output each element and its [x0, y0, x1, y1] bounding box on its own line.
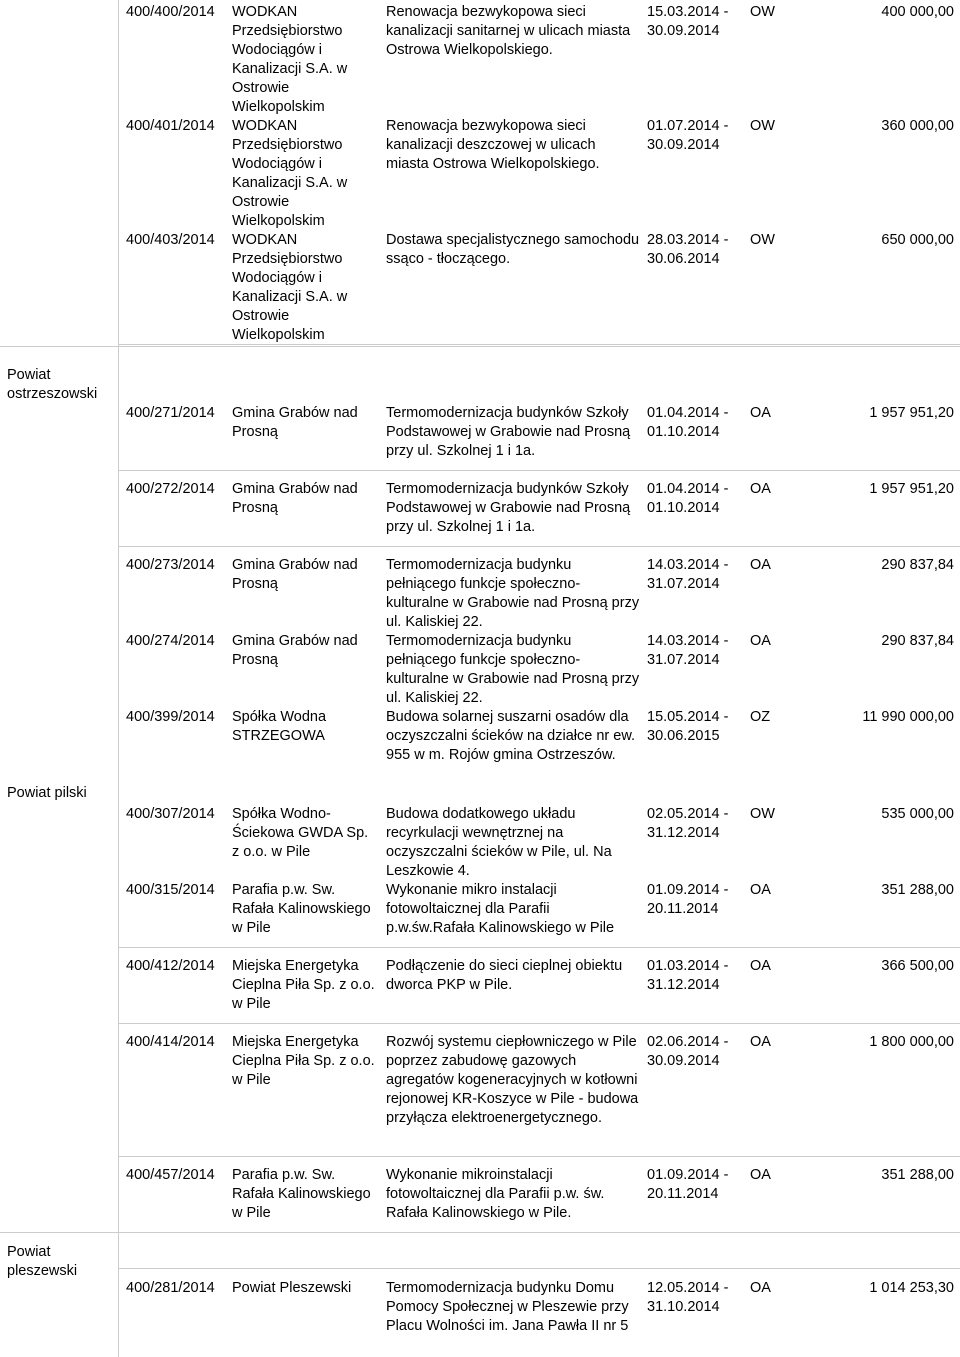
application-number: 400/401/2014 — [126, 118, 215, 134]
application-number: 400/414/2014 — [126, 1034, 215, 1050]
application-number: 400/399/2014 — [126, 709, 215, 725]
period: 01.09.2014 - 20.11.2014 — [647, 882, 729, 917]
project-title: Termomodernizacja budynku pełniącego funkcje społeczno-kulturalne w Grabowie nad Prosną przy ul. Kaliskiej 22. — [386, 633, 640, 706]
application-number: 400/272/2014 — [126, 481, 215, 497]
column-separator — [118, 0, 119, 1357]
amount: 366 500,00 — [881, 958, 954, 974]
powiat-name: Powiat pilski — [7, 785, 87, 801]
powiat-name: Powiat ostrzeszowski — [7, 367, 98, 402]
row-separator — [0, 1232, 960, 1233]
type-code: OA — [750, 405, 771, 421]
beneficiary: WODKAN Przedsiębiorstwo Wodociągów i Kanalizacji S.A. w Ostrowie Wielkopolskim — [232, 232, 348, 343]
beneficiary: Gmina Grabów nad Prosną — [232, 405, 358, 440]
project-title: Renowacja bezwykopowa sieci kanalizacji deszczowej w ulicach miasta Ostrowa Wielkopolskiego. — [386, 118, 600, 172]
project-title: Termomodernizacja budynków Szkoły Podstawowej w Grabowie nad Prosną przy ul. Szkolnej 1 i 1a. — [386, 405, 631, 459]
project-title: Termomodernizacja budynków Szkoły Podstawowej w Grabowie nad Prosną przy ul. Szkolnej 1 i 1a. — [386, 481, 631, 535]
period: 15.03.2014 - 30.09.2014 — [647, 4, 729, 39]
project-title: Renowacja bezwykopowa sieci kanalizacji sanitarnej w ulicach miasta Ostrowa Wielkopolskiego. — [386, 4, 631, 58]
amount: 535 000,00 — [881, 806, 954, 822]
amount: 1 957 951,20 — [869, 481, 954, 497]
project-title: Podłączenie do sieci cieplnej obiektu dworca PKP w Pile. — [386, 958, 623, 993]
type-code: OW — [750, 118, 775, 134]
beneficiary: Spółka Wodno-Ściekowa GWDA Sp. z o.o. w Pile — [232, 806, 369, 860]
row-separator — [118, 947, 960, 948]
type-code: OA — [750, 1280, 771, 1296]
beneficiary: Miejska Energetyka Cieplna Piła Sp. z o.o. w Pile — [232, 958, 375, 1012]
period: 15.05.2014 - 30.06.2015 — [647, 709, 729, 744]
type-code: OA — [750, 557, 771, 573]
period: 01.07.2014 - 30.09.2014 — [647, 118, 729, 153]
beneficiary: Gmina Grabów nad Prosną — [232, 633, 358, 668]
application-number: 400/457/2014 — [126, 1167, 215, 1183]
amount: 650 000,00 — [881, 232, 954, 248]
beneficiary: Gmina Grabów nad Prosną — [232, 481, 358, 516]
application-number: 400/281/2014 — [126, 1280, 215, 1296]
beneficiary: Gmina Grabów nad Prosną — [232, 557, 358, 592]
application-number: 400/400/2014 — [126, 4, 215, 20]
row-separator — [118, 546, 960, 547]
application-number: 400/315/2014 — [126, 882, 215, 898]
type-code: OW — [750, 4, 775, 20]
amount: 290 837,84 — [881, 557, 954, 573]
application-number: 400/274/2014 — [126, 633, 215, 649]
application-number: 400/307/2014 — [126, 806, 215, 822]
period: 01.04.2014 - 01.10.2014 — [647, 481, 729, 516]
type-code: OA — [750, 481, 771, 497]
type-code: OA — [750, 958, 771, 974]
amount: 290 837,84 — [881, 633, 954, 649]
beneficiary: WODKAN Przedsiębiorstwo Wodociągów i Kanalizacji S.A. w Ostrowie Wielkopolskim — [232, 118, 348, 229]
row-separator — [118, 1156, 960, 1157]
beneficiary: Parafia p.w. Sw. Rafała Kalinowskiego w Pile — [232, 882, 371, 936]
project-title: Wykonanie mikroinstalacji fotowoltaicznej dla Parafii p.w. św. Rafała Kalinowskiego w Pile. — [386, 1167, 605, 1221]
type-code: OW — [750, 806, 775, 822]
project-title: Termomodernizacja budynku pełniącego funkcje społeczno-kulturalne w Grabowie nad Prosną przy ul. Kaliskiej 22. — [386, 557, 640, 630]
amount: 11 990 000,00 — [862, 709, 954, 725]
amount: 360 000,00 — [881, 118, 954, 134]
period: 01.03.2014 - 31.12.2014 — [647, 958, 729, 993]
project-title: Termomodernizacja budynku Domu Pomocy Społecznej w Pleszewie przy Placu Wolności im. Jana Pawła II nr 5 — [386, 1280, 629, 1334]
beneficiary: Parafia p.w. Sw. Rafała Kalinowskiego w Pile — [232, 1167, 371, 1221]
beneficiary: Miejska Energetyka Cieplna Piła Sp. z o.o. w Pile — [232, 1034, 375, 1088]
period: 02.06.2014 - 30.09.2014 — [647, 1034, 729, 1069]
amount: 1 800 000,00 — [869, 1034, 954, 1050]
period: 01.09.2014 - 20.11.2014 — [647, 1167, 729, 1202]
amount: 1 957 951,20 — [869, 405, 954, 421]
project-title: Dostawa specjalistycznego samochodu ssąco - tłoczącego. — [386, 232, 640, 267]
project-title: Wykonanie mikro instalacji fotowoltaicznej dla Parafii p.w.św.Rafała Kalinowskiego w Pile — [386, 882, 615, 936]
period: 14.03.2014 - 31.07.2014 — [647, 633, 729, 668]
project-title: Rozwój systemu ciepłowniczego w Pile poprzez zabudowę gazowych agregatów kogeneracyjnych w kotłowni rejonowej KR-Koszyce w Pile - budowa przyłącza elektroenergetycznego. — [386, 1034, 639, 1126]
period: 01.04.2014 - 01.10.2014 — [647, 405, 729, 440]
type-code: OZ — [750, 709, 771, 725]
period: 12.05.2014 - 31.10.2014 — [647, 1280, 729, 1315]
row-separator — [118, 1268, 960, 1269]
type-code: OA — [750, 882, 771, 898]
application-number: 400/412/2014 — [126, 958, 215, 974]
application-number: 400/273/2014 — [126, 557, 215, 573]
type-code: OA — [750, 633, 771, 649]
application-number: 400/403/2014 — [126, 232, 215, 248]
project-title: Budowa dodatkowego układu recyrkulacji wewnętrznej na oczyszczalni ścieków w Pile, ul. Na Leszkowie 4. — [386, 806, 612, 879]
period: 28.03.2014 - 30.06.2014 — [647, 232, 729, 267]
period: 02.05.2014 - 31.12.2014 — [647, 806, 729, 841]
amount: 351 288,00 — [881, 1167, 954, 1183]
amount: 1 014 253,30 — [869, 1280, 954, 1296]
period: 14.03.2014 - 31.07.2014 — [647, 557, 729, 592]
type-code: OA — [750, 1034, 771, 1050]
beneficiary: WODKAN Przedsiębiorstwo Wodociągów i Kanalizacji S.A. w Ostrowie Wielkopolskim — [232, 4, 348, 115]
row-separator — [0, 346, 960, 347]
beneficiary: Spółka Wodna STRZEGOWA — [232, 709, 327, 744]
application-number: 400/271/2014 — [126, 405, 215, 421]
amount: 351 288,00 — [881, 882, 954, 898]
powiat-name: Powiat pleszewski — [7, 1244, 78, 1279]
row-separator — [118, 1023, 960, 1024]
row-separator — [118, 470, 960, 471]
project-title: Budowa solarnej suszarni osadów dla oczyszczalni ścieków na działce nr ew. 955 w m. Rojów gmina Ostrzeszów. — [386, 709, 636, 763]
type-code: OW — [750, 232, 775, 248]
beneficiary: Powiat Pleszewski — [232, 1280, 352, 1296]
amount: 400 000,00 — [881, 4, 954, 20]
type-code: OA — [750, 1167, 771, 1183]
